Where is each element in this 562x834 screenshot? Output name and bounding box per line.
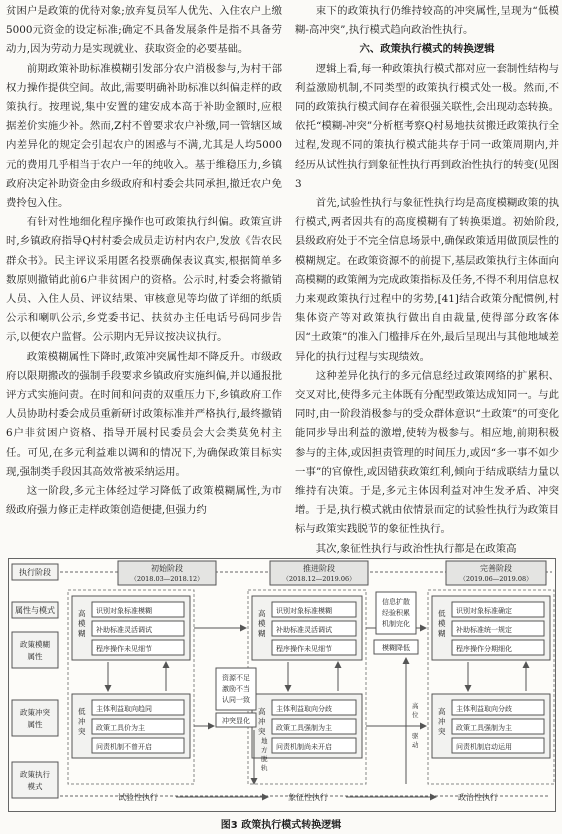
amb-level-1-1: 模 (258, 619, 266, 628)
conf-level-0-2: 突 (78, 727, 86, 736)
amb-item-0-0: 识别对象标准模糊 (96, 607, 152, 615)
conf-level-2-1: 冲 (438, 717, 446, 726)
phase-improve-name: 完善阶段 (480, 564, 512, 573)
left-para-2: 前期政策补助标准模糊引发部分农户消极参与,为村干部权力操作提供空间。故此,需要明确补助标准以纠偏走样的政策执行。按理说,集中安置的建安成本高于补助金额时,应根据差价实施少补。然而,Z村不曾要求农户补缴,同一管辖区域内差异化的规定会引起农户的困惑与不满,尤其是人均5000元的费用几乎相当于农户一年的纯收入。基于维稳压力,乡镇政府决定补助资金由乡级政府和村委会共同承担,撤迁农户免费拎包入住。 (6, 62, 282, 210)
amb-item-0-2: 程序操作未见细节 (96, 645, 152, 653)
conf-level-0-1: 冲 (78, 717, 86, 726)
up-arrow-3: 驱 (412, 732, 419, 740)
label-ambiguity-1: 政策模糊 (20, 640, 50, 649)
conflict-tag: 冲突显化 (222, 717, 250, 725)
left-para-4: 政策模糊属性下降时,政策冲突属性却不降反升。市级政府以限期搬改的强制手段要求乡镇政府实施纠偏,并以通报批评方式实施问责。在时间和问责的双重压力下,乡镇政府工作人员协助村委会成员重新研讨政策标准并严格执行,最终撤销6户非贫困户资格、指导开展村民委员会大会类莫免村主任。可见,在多元利益难以调和的情况下,为确保政策目标实现,强制类手段因其高效常被采纳运用。 (6, 350, 282, 478)
phase-advance-name: 推进阶段 (303, 564, 335, 573)
right-para-2: 逻辑上看,每一种政策执行模式都对应一套制性结构与利益激励机制,不同类型的政策执行模式处一极。然而,不同的政策执行模式间存在着很强关联性,会出现动态转换。依托“模糊-冲突”分析框考察Q村易地扶贫搬迁政策执行全过程,发现不同的策执行模式能共存于同一政策周期内,并经历从试性执行到象征性执行再到政治性执行的转变(见图3 (295, 62, 559, 190)
conf-item-1-1: 政策工具强制为主 (276, 724, 332, 732)
mode-symbolic: 象征性执行 (288, 793, 328, 802)
right-column (295, 2, 559, 559)
conf-item-0-1: 政策工具价为主 (96, 724, 145, 732)
phase-initial-name: 初始阶段 (151, 564, 183, 573)
amb-item-2-2: 程序操作分期细化 (456, 645, 512, 653)
label-ambiguity-2: 属性 (27, 652, 43, 661)
left-para-5: 这一阶段,多元主体经过学习降低了政策模糊属性,为市级政府强力修正走样政策创造便捷,但强力约 (6, 485, 282, 517)
amb-level-1-2: 糊 (258, 629, 266, 638)
conf-item-1-2: 问责机制尚未开启 (276, 743, 332, 751)
mid-note-2: 激励不当 (222, 685, 250, 693)
amb-item-0-1: 补助标准灵活调试 (96, 626, 152, 634)
label-conflict-1: 政策冲突 (20, 708, 50, 717)
down-arrow-4: 轨 (261, 764, 268, 772)
label-mode-2: 模式 (27, 782, 43, 791)
amb-level-1-0: 高 (258, 609, 266, 618)
left-para-3: 有针对性地细化程序操作也可政策执行纠偏。政策宣讲时,乡镇政府指导Q村村委会成员走访村内农户,发放《告农民群众书》。民主评议采用匿名投票确保表议真实,根据简单多数原则撤销此前6户非贫困户的资格。公示时,村委会将撤销人员、入住人员、评议结果、审核意见等均做了详细的纸质公示和喇叭公示,乡党委书记、扶贫办主任电话号码同步告示,以便农户监督。公示期内无异议按决议执行。 (6, 216, 282, 344)
amb-level-0-1: 模 (78, 619, 86, 628)
conf-level-1-1: 冲 (258, 717, 266, 726)
top-note-3: 机制完化 (382, 620, 410, 628)
conf-item-2-2: 问责机制启动运用 (456, 743, 512, 751)
conf-level-1-0: 高 (258, 707, 266, 716)
amb-level-2-1: 模 (438, 619, 446, 628)
right-para-5: 其次,象征性执行与政治性执行都是在政策高 (315, 542, 517, 555)
label-conflict-2: 属性 (27, 720, 43, 729)
right-para-1: 束下的政策执行仍维持较高的冲突属性,呈现为“低模糊-高冲突”,执行模式趋向政治性执行。 (295, 5, 559, 37)
figure-caption: 图3 政策执行模式转换逻辑 (220, 820, 342, 831)
amb-item-1-1: 补助标准灵活调试 (276, 626, 332, 634)
amb-item-1-2: 程序操作未见细节 (276, 645, 332, 653)
phase-advance-dates: （2018.12—2019.06） (282, 575, 356, 583)
fix-tag: 模糊降低 (382, 644, 410, 652)
up-arrow-2: 位 (412, 711, 419, 719)
down-arrow-1: 地 (261, 737, 268, 745)
conf-level-2-2: 突 (438, 727, 446, 736)
conf-level-1-2: 突 (258, 727, 266, 736)
amb-level-0-0: 高 (78, 609, 86, 618)
left-para-1: 贫困户是政策的优待对象;放弃复员军人优先、入住农户上缴5000元资金的设定标准;确定不具备发展条件是指不具备劳动力,因为劳动力是实现就业、获取资金的必要基础。 (6, 5, 282, 56)
mode-political: 政治性执行 (458, 793, 498, 802)
figure-3-diagram (8, 558, 556, 812)
mid-note-3: 认同一致 (222, 696, 250, 704)
conf-item-0-0: 主体利益取向趋同 (96, 705, 152, 713)
label-phase: 执行阶段 (19, 568, 51, 577)
amb-level-0-2: 糊 (78, 629, 86, 638)
mid-note-1: 资源不足 (222, 674, 250, 682)
top-note-1: 信息扩散 (382, 598, 410, 606)
top-note-2: 经验积累 (382, 609, 410, 617)
amb-level-2-2: 糊 (438, 629, 446, 638)
conf-item-2-1: 政策工具强制为主 (456, 724, 512, 732)
phase-initial-dates: （2018.03—2018.12） (130, 575, 204, 583)
section-heading: 六、政策执行模式的转换逻辑 (359, 43, 495, 56)
conf-item-0-2: 问责机制不曾开启 (96, 743, 152, 751)
down-arrow-2: 方 (261, 746, 268, 754)
conf-item-2-0: 主体利益取向分歧 (456, 705, 512, 713)
mode-trial: 试验性执行 (118, 793, 158, 802)
amb-level-2-0: 低 (438, 609, 446, 618)
right-para-3: 首先,试验性执行与象征性执行均是高度模糊政策的执行模式,两者因共有的高度模糊有了转换渠道。初始阶段,县级政府处于不完全信息场景中,确保政策适用做顶层性的模糊规定。在政策资源不的前提下,基层政策执行主体面向高模糊的政策阐为完成政策指标及任务,不得不利用信息权力来观政策执行过程中的劣势,[41]结合政策分配惯例,村集体资产等对政策执行做出自由裁量,使得部分政客体因“土政策”的准入门槛排斥在外,最后呈现出与其他地域差异化的执行过程与实现绩效。 (295, 197, 559, 363)
amb-item-2-1: 补助标准统一规定 (456, 626, 512, 634)
up-arrow-1: 高 (412, 702, 419, 710)
left-column (6, 2, 282, 520)
amb-item-1-0: 识别对象标准模糊 (276, 607, 332, 615)
phase-improve-dates: （2019.06—2019.08） (459, 575, 533, 583)
right-para-4: 这种差异化执行的多元信息经过政策网络的扩累积、交叉对比,使得多元主体既有分配型政策达成知同一。与此同时,由一阶段消极参与的受众群体意识“土政策”的可变化能同步导出利益的激增,使转为极参与。相应地,前期积极参与的主体,或因担责管理的时间压力,或因“多一事不如少一事”的官僚性,或因错获政策红利,倾向于结成联结力量以维持有决策。于是,多元主体因利益对冲生发矛盾、冲突增。于是,执行模式就由依情景而定的试验性执行为政策目标与政策实践脱节的象征性执行。 (295, 369, 559, 536)
conf-level-2-0: 高 (438, 707, 446, 716)
label-mode-1: 政策执行 (20, 770, 50, 779)
conf-level-0-0: 低 (78, 707, 86, 716)
label-attr: 属性与模式 (15, 606, 55, 615)
down-arrow-3: 脱 (261, 755, 268, 763)
amb-item-2-0: 识别对象标准确定 (456, 607, 512, 615)
up-arrow-4: 动 (412, 741, 419, 749)
conf-item-1-0: 主体利益取向分歧 (276, 705, 332, 713)
